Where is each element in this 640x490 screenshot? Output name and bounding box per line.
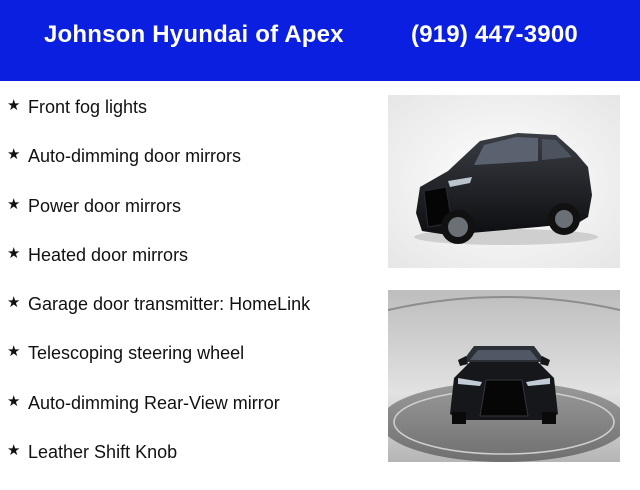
feature-item (0, 441, 370, 490)
star-icon: ★ (7, 392, 21, 410)
dealer-name: Johnson Hyundai of Apex (44, 21, 344, 48)
feature-item (0, 195, 370, 244)
vehicle-photo-front[interactable] (388, 290, 620, 462)
feature-item (0, 96, 370, 145)
feature-label: Heated door mirrors (28, 244, 189, 265)
feature-label: Telescoping steering wheel (28, 343, 245, 364)
feature-item (0, 293, 370, 342)
feature-item (0, 244, 370, 293)
feature-label: Power door mirrors (28, 195, 182, 216)
star-icon: ★ (7, 97, 21, 114)
star-icon: ★ (7, 343, 21, 361)
feature-label: Auto-dimming Rear-View mirror (28, 392, 280, 413)
dealer-phone[interactable]: (919) 447-3900 (411, 21, 578, 48)
feature-label: Garage door transmitter: HomeLink (28, 294, 311, 315)
feature-item (0, 392, 370, 441)
dealer-header (0, 0, 640, 81)
feature-label: Auto-dimming door mirrors (28, 146, 242, 167)
vehicle-photo-side[interactable] (388, 95, 620, 268)
star-icon: ★ (7, 442, 21, 460)
feature-list (0, 96, 370, 490)
feature-label: Front fog lights (28, 97, 148, 117)
feature-item (0, 145, 370, 194)
feature-item (0, 342, 370, 391)
star-icon: ★ (7, 146, 21, 164)
feature-label: Leather Shift Knob (28, 442, 178, 463)
star-icon: ★ (7, 244, 21, 262)
star-icon: ★ (7, 195, 21, 213)
star-icon: ★ (7, 294, 21, 312)
